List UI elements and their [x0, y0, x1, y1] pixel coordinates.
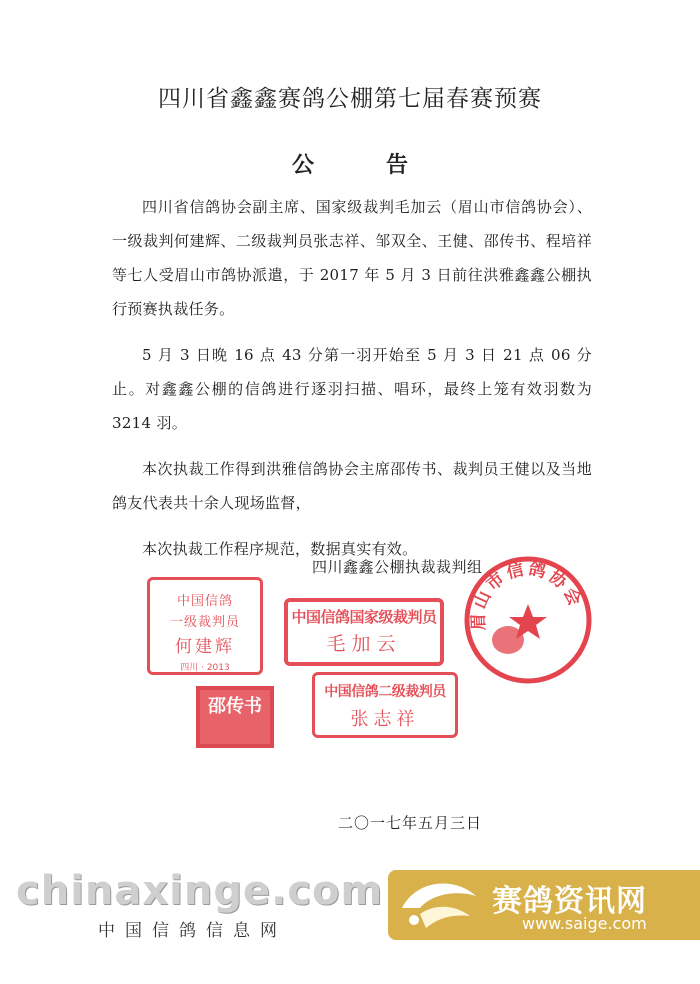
saige-url: www.saige.com: [522, 914, 647, 933]
paragraph-2: 5 月 3 日晚 16 点 43 分第一羽开始至 5 月 3 日 21 点 06 分止。对鑫鑫公棚的信鸽进行逐羽扫描、唱环，最终上笼有效羽数为 3214 羽。: [112, 346, 592, 432]
chinaxinge-watermark: [16, 868, 383, 941]
paragraph-4: 本次执裁工作程序规范，数据真实有效。: [142, 540, 418, 558]
round-seal-meishan-association: [462, 554, 594, 686]
seal1-line1: 中国信鸽: [176, 594, 233, 609]
round-seal-graphic: [462, 554, 594, 686]
document-subtitle: 公告: [291, 153, 480, 178]
seal3-line2: 张志祥: [350, 709, 420, 730]
seal-referee-mao: [284, 598, 444, 666]
signature: 四川鑫鑫公棚执裁裁判组: [312, 558, 483, 576]
saige-name: 赛鸽资讯网: [492, 884, 647, 919]
seal1-line4: 四川 · 2013: [180, 663, 230, 673]
seal1-line3: 何建辉: [175, 637, 235, 657]
svg-text:眉山市信鸽协会: 眉山市信鸽协会: [468, 559, 586, 631]
paragraph-3: 本次执裁工作得到洪雅信鸽协会主席邵传书、裁判员王健以及当地鸽友代表共十余人现场监督，: [112, 460, 592, 512]
seal-referee-he: [147, 577, 263, 675]
seal1-line2: 一级裁判员: [169, 615, 240, 630]
paragraph-1: 四川省信鸽协会副主席、国家级裁判毛加云（眉山市信鸽协会）、一级裁判何建辉、二级裁判员张志祥、邹双全、王健、邵传书、程培祥等七人受眉山市鸽协派遣，于 2017 年 5 月 3 日前往洪雅鑫鑫公棚执行预赛执裁任务。: [112, 198, 592, 318]
saige-watermark: [388, 870, 700, 940]
seal2-line1: 中国信鸽国家级裁判员: [291, 608, 437, 626]
document-date: 二〇一七年五月三日: [338, 814, 483, 832]
seal-personal-chop: 邵传书: [196, 686, 274, 748]
document-title: 四川省鑫鑫赛鸽公棚第七届春赛预赛: [158, 86, 542, 112]
chinaxinge-site: chinaxinge.com: [16, 868, 384, 914]
seal-referee-zhang: [312, 672, 458, 738]
saige-logo-icon: [396, 874, 482, 936]
seal2-line2: 毛加云: [326, 633, 402, 655]
seal3-line1: 中国信鸽二级裁判员: [324, 684, 446, 700]
document-body: [112, 190, 592, 578]
chinaxinge-caption: 中国信鸽信息网: [98, 921, 287, 941]
